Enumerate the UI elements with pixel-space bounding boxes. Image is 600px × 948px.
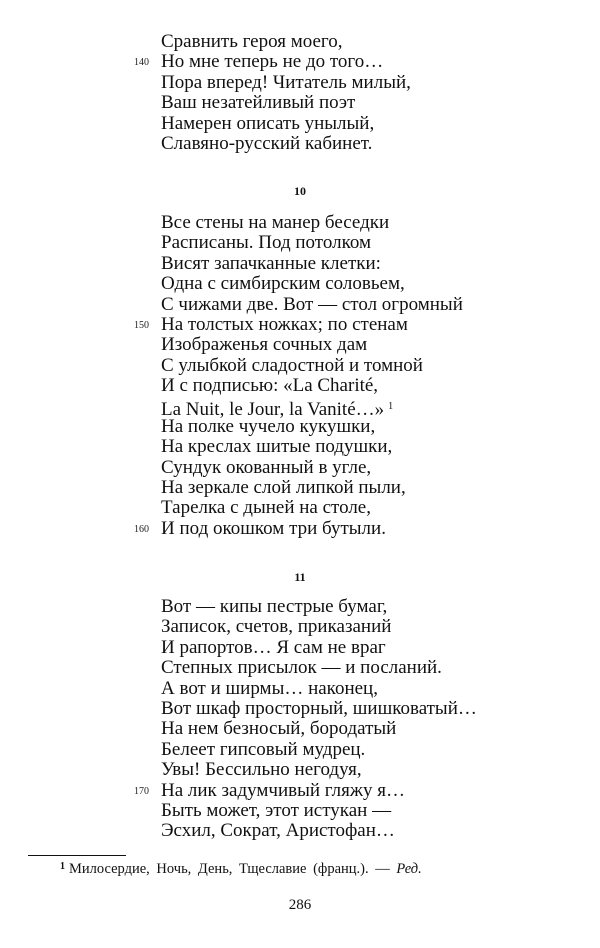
verse-line [0, 719, 600, 739]
stanza-number: 11 [294, 570, 306, 584]
verse-line [0, 134, 600, 154]
verse-line [0, 801, 600, 821]
verse-line [0, 233, 600, 253]
footnote [60, 861, 422, 878]
verse-line [0, 760, 600, 780]
verse-line [0, 597, 600, 617]
stanza-10 [0, 213, 600, 539]
verse-line [0, 740, 600, 760]
verse-line [0, 821, 600, 841]
verse-text: Но мне теперь не до того… [161, 51, 384, 73]
page-number: 286 [288, 897, 312, 913]
verse-line [0, 315, 600, 335]
verse-text: На зеркале слой липкой пыли, [161, 477, 406, 499]
footnote-ref: 1 [388, 400, 394, 412]
footnote-marker: 1 [60, 861, 65, 872]
verse-line [0, 519, 600, 539]
verse-line [0, 295, 600, 315]
verse-line [0, 478, 600, 498]
verse-text: Записок, счетов, приказаний [161, 616, 392, 638]
verse-line [0, 114, 600, 134]
stanza-11 [0, 597, 600, 842]
verse-line [0, 679, 600, 699]
verse-line [0, 417, 600, 437]
verse-line [0, 254, 600, 274]
line-number: 140 [134, 57, 149, 69]
verse-text: Расписаны. Под потолком [161, 232, 372, 254]
verse-line [0, 699, 600, 719]
line-number: 160 [134, 523, 149, 535]
verse-line [0, 617, 600, 637]
verse-text: Намерен описать унылый, [161, 112, 375, 134]
verse-line [0, 274, 600, 294]
verse-text: Быть может, этот истукан — [161, 799, 392, 821]
verse-text: А вот и ширмы… наконец, [161, 677, 378, 699]
verse-text: Белеет гипсовый мудрец. [161, 738, 366, 760]
verse-line [0, 52, 600, 72]
verse-line [0, 213, 600, 233]
verse-text: На лик задумчивый гляжу я… [161, 779, 405, 801]
verse-text: Одна с симбирским соловьем, [161, 273, 405, 295]
line-number: 170 [134, 785, 149, 797]
verse-line [0, 437, 600, 457]
verse-text: Славяно-русский кабинет. [161, 132, 373, 154]
line-number: 150 [134, 319, 149, 331]
verse-text: Вот — кипы пестрые бумаг, [161, 596, 388, 617]
verse-text: Степных присылок — и посланий. [161, 657, 442, 679]
footnote-editor: Ред. [396, 861, 422, 877]
verse-text: Сундук окованный в угле, [161, 456, 372, 478]
verse-text: И под окошком три бутыли. [161, 517, 386, 539]
verse-text: И рапортов… Я сам не враг [161, 636, 386, 658]
footnote-divider [28, 855, 126, 856]
verse-line [0, 73, 600, 93]
verse-text: С улыбкой сладостной и томной [161, 354, 423, 376]
footnote-text: Милосердие, Ночь, День, Тщеславие (франц.). — [69, 861, 390, 877]
verse-line [0, 93, 600, 113]
verse-line [0, 376, 600, 396]
verse-text: Сравнить героя моего, [161, 31, 343, 52]
verse-text: Увы! Бессильно негодуя, [161, 759, 362, 781]
verse-text: Ваш незатейливый поэт [161, 92, 356, 114]
verse-line [0, 397, 600, 420]
verse-text: С чижами две. Вот — стол огромный [161, 293, 463, 315]
verse-text: Вот шкаф просторный, шишковатый… [161, 697, 477, 719]
stanza-number: 10 [294, 184, 306, 198]
verse-line [0, 458, 600, 478]
verse-line [0, 781, 600, 801]
verse-text: Эсхил, Сократ, Аристофан… [161, 820, 395, 842]
verse-text: На полке чучело кукушки, [161, 415, 376, 437]
verse-line [0, 335, 600, 355]
verse-text: На нем безносый, бородатый [161, 718, 397, 740]
verse-text: Пора вперед! Читатель милый, [161, 71, 411, 93]
verse-text: На креслах шитые подушки, [161, 436, 393, 458]
verse-text: La Nuit, le Jour, la Vanité…» [161, 398, 385, 420]
verse-line [0, 356, 600, 376]
verse-text: Изображенья сочных дам [161, 334, 368, 356]
verse-line [0, 32, 600, 52]
verse-text: На толстых ножках; по стенам [161, 313, 408, 335]
verse-text: Тарелка с дыней на столе, [161, 497, 371, 519]
verse-text: Все стены на манер беседки [161, 212, 390, 233]
verse-text: И с подписью: «La Charité, [161, 375, 379, 397]
verse-line [0, 638, 600, 658]
verse-line [0, 658, 600, 678]
verse-text: Висят запачканные клетки: [161, 252, 381, 274]
stanza-continuation [0, 32, 600, 154]
verse-line [0, 498, 600, 518]
